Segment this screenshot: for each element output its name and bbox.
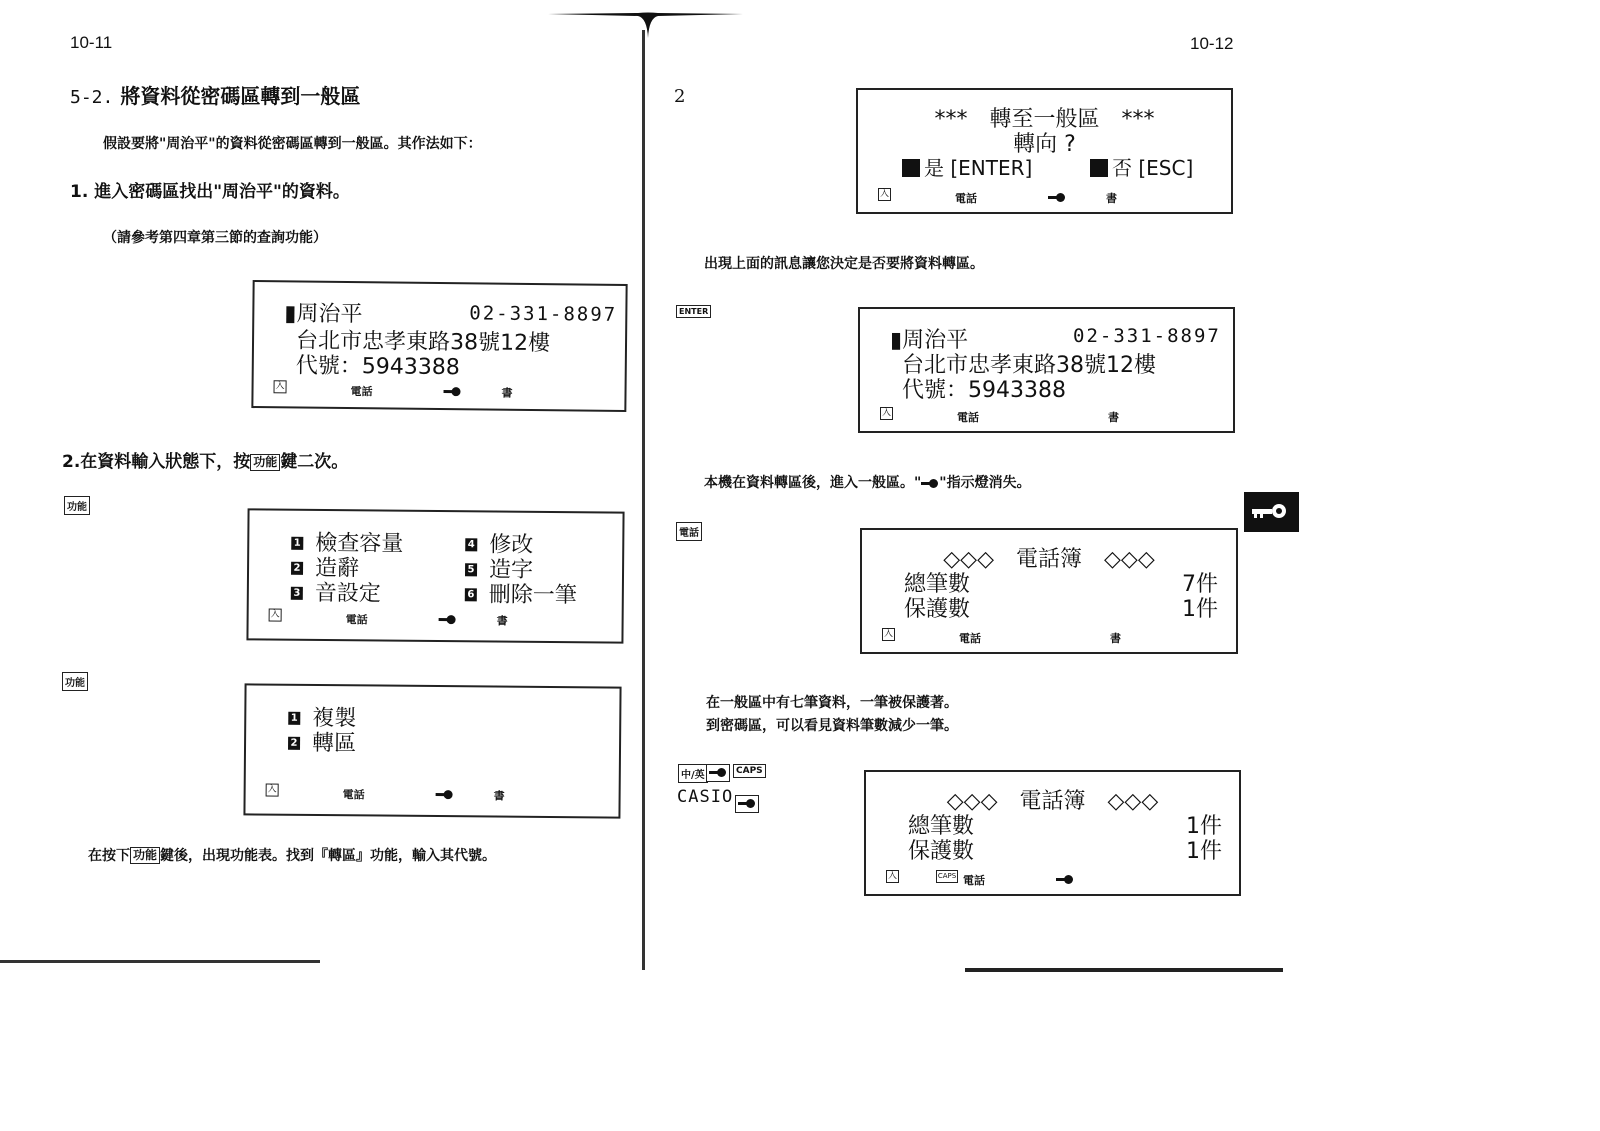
key-indicator-icon bbox=[439, 612, 457, 625]
lcd-code: 代號：5943388 bbox=[902, 378, 1066, 403]
lcd-confirm-display bbox=[856, 88, 1233, 214]
func-key-icon: 功能 bbox=[64, 496, 90, 515]
intro-text: 假設要將"周治平"的資料從密碼區轉到一般區。其作法如下： bbox=[103, 136, 482, 152]
menu-item-2: 2 造辭 bbox=[291, 551, 359, 583]
lcd-function-menu-2 bbox=[243, 683, 621, 818]
moved-note bbox=[704, 472, 1031, 492]
total-value: 7件 bbox=[1182, 572, 1218, 597]
footer-suffix: 鍵後，出現功能表。找到『轉區』功能，輸入其代號。 bbox=[160, 848, 497, 864]
phone-indicator: 電話 bbox=[963, 874, 985, 887]
spine-shadow bbox=[548, 10, 748, 40]
confirm-title: *** 轉至一般區 *** bbox=[934, 107, 1155, 132]
func-key-inline: 功能 bbox=[250, 454, 280, 471]
input-indicator: 入 bbox=[269, 609, 282, 622]
casio-key-sequence bbox=[677, 787, 759, 813]
lcd-function-menu-1 bbox=[246, 508, 624, 643]
bottom-rule-right bbox=[965, 968, 1283, 972]
lcd-address: 台北市忠孝東路38號12樓 bbox=[902, 353, 1156, 378]
menu-item-6: 6 刪除一筆 bbox=[465, 577, 577, 609]
lcd-phone: 02-331-8897 bbox=[1073, 325, 1221, 347]
moved-note-suffix: "指示燈消失。 bbox=[939, 475, 1031, 491]
key-indicator-icon bbox=[443, 384, 461, 397]
lcd-code: 代號：5943388 bbox=[295, 353, 460, 381]
summary-line-2: 到密碼區，可以看見資料筆數減少一筆。 bbox=[706, 718, 958, 734]
confirm-no: 否 [ESC] bbox=[1090, 152, 1193, 181]
enter-key-icon: ENTER bbox=[676, 305, 711, 318]
step-2 bbox=[62, 447, 348, 472]
section-title: 將資料從密碼區轉到一般區 bbox=[120, 84, 361, 108]
input-indicator: 入 bbox=[879, 189, 889, 199]
phonebook-title: ◇◇◇ 電話簿 ◇◇◇ bbox=[943, 547, 1155, 572]
menu2-item-2: 2 轉區 bbox=[288, 726, 356, 758]
book-indicator: 書 bbox=[1106, 192, 1117, 205]
footer-prefix: 在按下 bbox=[88, 848, 130, 864]
lcd-phonebook-1 bbox=[860, 528, 1238, 654]
input-indicator: 入 bbox=[887, 871, 897, 881]
confirm-note: 出現上面的訊息讓您決定是否要將資料轉區。 bbox=[704, 256, 984, 272]
key-lock-key-icon bbox=[706, 764, 730, 782]
phone-indicator: 電話 bbox=[957, 411, 979, 424]
book-indicator: 書 bbox=[493, 789, 505, 803]
section-number: 5-2. bbox=[70, 87, 114, 108]
menu-item-5: 5 造字 bbox=[465, 552, 533, 584]
bottom-rule-left bbox=[0, 960, 320, 963]
book-indicator: 書 bbox=[1110, 632, 1121, 645]
phone-indicator: 電話 bbox=[350, 385, 373, 399]
total-label: 總筆數 bbox=[908, 814, 975, 839]
caps-indicator: CAPS bbox=[936, 870, 958, 883]
casio-text: CASIO bbox=[677, 787, 734, 807]
lcd-record-display-right bbox=[858, 307, 1235, 433]
input-indicator: 入 bbox=[881, 408, 891, 418]
page-number-right: 10-12 bbox=[1190, 34, 1234, 53]
phonebook-title: ◇◇◇ 電話簿 ◇◇◇ bbox=[946, 789, 1159, 814]
phone-indicator: 電話 bbox=[345, 613, 368, 627]
book-indicator: 書 bbox=[501, 386, 513, 400]
summary-line-1: 在一般區中有七筆資料，一筆被保護著。 bbox=[706, 695, 958, 711]
confirm-question: 轉向 ? bbox=[1013, 132, 1076, 157]
zh-en-key-icon: 中/英 bbox=[678, 764, 708, 783]
menu-item-3: 3 音設定 bbox=[291, 576, 381, 608]
input-indicator: 入 bbox=[273, 380, 286, 393]
input-indicator: 入 bbox=[266, 784, 279, 797]
menu-item-4: 4 修改 bbox=[465, 527, 533, 559]
key-indicator-icon bbox=[436, 787, 454, 800]
moved-note-prefix: 本機在資料轉區後，進入一般區。" bbox=[704, 475, 922, 491]
func-key-inline-2: 功能 bbox=[130, 847, 160, 864]
key-indicator-icon bbox=[921, 479, 939, 488]
phone-key-icon: 電話 bbox=[676, 522, 702, 541]
section-heading bbox=[70, 80, 360, 109]
phone-indicator: 電話 bbox=[959, 632, 981, 645]
lcd-phonebook-2 bbox=[864, 770, 1241, 896]
lcd-record-display-left bbox=[251, 280, 627, 412]
key-lock-key-icon-2 bbox=[735, 795, 759, 813]
confirm-yes: 是 [ENTER] bbox=[902, 152, 1032, 181]
step-2-suffix: 鍵二次。 bbox=[280, 452, 349, 472]
phone-indicator: 電話 bbox=[342, 788, 365, 802]
left-footer-text bbox=[88, 845, 496, 865]
input-indicator: 入 bbox=[883, 629, 893, 639]
protected-label: 保護數 bbox=[904, 597, 971, 622]
section-tab-key bbox=[1244, 492, 1299, 532]
step-2-prefix: 2.在資料輸入狀態下，按 bbox=[62, 452, 251, 472]
step-1: 1. 進入密碼區找出"周治平"的資料。 bbox=[70, 182, 350, 202]
step-1-note: （請參考第四章第三節的查詢功能） bbox=[103, 230, 327, 246]
protected-value: 1件 bbox=[1182, 597, 1218, 622]
step-number-right: 2 bbox=[674, 86, 686, 107]
book-spine bbox=[642, 30, 645, 970]
menu2-item-1: 1 複製 bbox=[288, 701, 356, 733]
total-label: 總筆數 bbox=[904, 572, 971, 597]
protected-value: 1件 bbox=[1186, 839, 1222, 864]
caps-key-icon: CAPS bbox=[733, 764, 766, 778]
book-indicator: 書 bbox=[1108, 411, 1119, 424]
lcd-name: ▮周治平 bbox=[890, 328, 969, 353]
lcd-phone: 02-331-8897 bbox=[469, 302, 618, 326]
lcd-address: 台北市忠孝東路38號12樓 bbox=[295, 328, 551, 357]
phone-indicator: 電話 bbox=[955, 192, 977, 205]
book-indicator: 書 bbox=[496, 614, 508, 628]
key-indicator-icon bbox=[1056, 872, 1074, 885]
total-value: 1件 bbox=[1186, 814, 1222, 839]
key-indicator-icon bbox=[1048, 190, 1066, 203]
lcd-name: ▮周治平 bbox=[284, 301, 363, 328]
func-key-icon-2: 功能 bbox=[62, 672, 88, 691]
menu-item-1: 1 檢查容量 bbox=[291, 526, 403, 558]
protected-label: 保護數 bbox=[908, 839, 975, 864]
page-number-left: 10-11 bbox=[70, 33, 113, 52]
